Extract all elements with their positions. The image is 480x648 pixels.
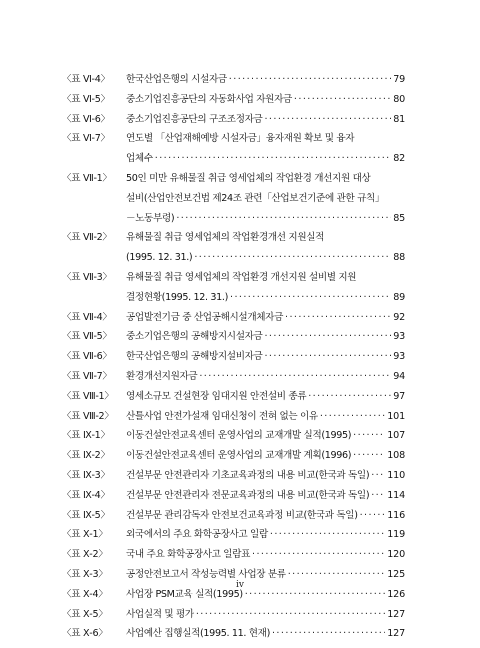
- table-label: 〈표 Ⅷ-2〉: [62, 410, 114, 422]
- table-label: 〈표 Ⅶ-6〉: [62, 351, 112, 363]
- page-ref: 85: [393, 212, 405, 224]
- dot-leader: [360, 510, 386, 521]
- toc-entry: [62, 589, 405, 609]
- dot-leader: [371, 490, 385, 501]
- page-ref: 126: [387, 588, 405, 600]
- page-ref: 93: [393, 351, 405, 363]
- table-label: 〈표 Ⅸ-1〉: [62, 430, 110, 442]
- dot-leader: [371, 470, 385, 481]
- page-ref: 116: [387, 509, 405, 521]
- toc-entry: [62, 114, 405, 134]
- table-label: 〈표 Ⅹ-4〉: [62, 588, 108, 600]
- table-label: 〈표 Ⅹ-3〉: [62, 568, 108, 580]
- page-ref: 80: [393, 93, 405, 105]
- table-label: 〈표 Ⅶ-4〉: [62, 311, 112, 323]
- table-title: 설비(산업안전보건법 제24조 관련「산업보건기준에 관한 규칙」: [126, 192, 385, 204]
- table-label: 〈표 Ⅹ-1〉: [62, 529, 108, 541]
- table-label: 〈표 Ⅹ-2〉: [62, 549, 108, 561]
- table-label: 〈표 Ⅶ-1〉: [62, 172, 112, 184]
- page-ref: 81: [393, 113, 405, 125]
- toc-entry-continuation: [62, 153, 405, 173]
- table-title: 사업실적 및 평가: [126, 608, 194, 620]
- page-ref: 127: [387, 608, 405, 620]
- table-label: 〈표 Ⅶ-5〉: [62, 331, 112, 343]
- toc-entry: [62, 490, 405, 510]
- toc-entry: [62, 133, 405, 153]
- toc-entry: [62, 94, 405, 114]
- table-title: 건설부문 관리감독자 안전보건교육과정 비교(한국과 독일): [126, 509, 358, 521]
- toc-entry-continuation: [62, 252, 405, 272]
- page-ref: 127: [387, 628, 405, 640]
- page-ref: 107: [387, 430, 405, 442]
- toc-entry: [62, 371, 405, 391]
- dot-leader: [199, 371, 391, 382]
- table-title: 결정현황(1995. 12. 31.): [126, 291, 228, 303]
- page-ref: 82: [393, 153, 405, 165]
- toc-entry: [62, 549, 405, 569]
- table-title: 건설부문 안전관리자 전문교육과정의 내용 비교(한국과 독일): [126, 489, 370, 501]
- dot-leader: [264, 114, 391, 125]
- toc-entry: [62, 609, 405, 629]
- toc-entry-continuation: [62, 292, 405, 312]
- page-number: iv: [236, 580, 244, 590]
- table-title: 유해물질 취급 영세업체의 작업환경개선 지원실적: [126, 232, 325, 244]
- table-title: 공업발전기금 중 산업공해시설개체자금: [126, 311, 283, 323]
- table-title: 공정안전보고서 작성능력별 사업장 분류: [126, 568, 286, 580]
- page-ref: 93: [393, 331, 405, 343]
- table-label: 〈표 Ⅶ-3〉: [62, 271, 112, 283]
- table-title: 영세소규모 건설현장 임대지원 안전설비 종류: [126, 390, 307, 402]
- dot-leader: [353, 430, 385, 441]
- toc-entry: [62, 391, 405, 411]
- page-ref: 110: [387, 469, 405, 481]
- toc-entry: [62, 173, 405, 193]
- toc-entry: [62, 628, 405, 648]
- dot-leader: [285, 312, 391, 323]
- table-title: 이동건설안전교육센터 운영사업의 교재개발 계획(1996): [126, 450, 352, 462]
- table-label: 〈표 Ⅹ-5〉: [62, 608, 108, 620]
- toc-entry: [62, 510, 405, 530]
- table-label: 〈표 Ⅸ-2〉: [62, 450, 110, 462]
- toc-entry-continuation: [62, 213, 405, 233]
- table-title: 이동건설안전교육센터 운영사업의 교재개발 실적(1995): [126, 430, 352, 442]
- table-title: 국내 주요 화학공장사고 일람표: [126, 549, 251, 561]
- toc-entry: [62, 411, 405, 431]
- page-ref: 88: [393, 252, 405, 264]
- page-ref: 79: [393, 74, 405, 85]
- page-ref: 120: [387, 549, 405, 561]
- toc-entry: [62, 331, 405, 351]
- table-label: 〈표 Ⅵ-6〉: [62, 113, 110, 125]
- toc-entry: [62, 430, 405, 450]
- toc-entry: [62, 351, 405, 371]
- table-title: 업체수: [126, 153, 153, 165]
- table-title: 50인 미만 유해물질 취급 영세업체의 작업환경 개선지원 대상: [126, 172, 371, 184]
- dot-leader: [320, 411, 385, 422]
- table-label: 〈표 Ⅵ-7〉: [62, 133, 110, 145]
- table-title: 중소기업진흥공단의 자동화사업 자원자금: [126, 93, 292, 105]
- table-label: 〈표 Ⅵ-5〉: [62, 93, 110, 105]
- dot-leader: [196, 609, 385, 620]
- page-ref: 101: [387, 410, 405, 422]
- page-ref: 89: [393, 291, 405, 303]
- table-label: 〈표 Ⅸ-5〉: [62, 509, 110, 521]
- table-title: 중소기업진흥공단의 구조조정자금: [126, 113, 263, 125]
- table-title: 사업장 PSM교육 실적(1995): [126, 588, 243, 600]
- page-ref: 114: [387, 489, 405, 501]
- table-label: 〈표 Ⅷ-1〉: [62, 390, 114, 402]
- dot-leader: [308, 391, 391, 402]
- page-ref: 119: [387, 529, 405, 541]
- table-title: (1995. 12. 31.): [126, 252, 193, 264]
- dot-leader: [288, 569, 386, 580]
- dot-leader: [245, 589, 386, 600]
- dot-leader: [353, 450, 385, 461]
- dot-leader: [264, 331, 391, 342]
- dot-leader: [194, 252, 391, 263]
- table-title: 유해물질 취급 영세업체의 작업환경 개선지원 설비별 지원: [126, 271, 357, 283]
- table-title: 외국에서의 주요 화학공장사고 일람: [126, 529, 268, 541]
- table-title: －노동부령): [126, 212, 175, 224]
- table-label: 〈표 Ⅹ-6〉: [62, 628, 108, 640]
- table-label: 〈표 Ⅸ-4〉: [62, 489, 110, 501]
- page-ref: 92: [393, 311, 405, 323]
- table-title: 환경개선지원자금: [126, 370, 198, 382]
- page-ref: 108: [387, 450, 405, 462]
- table-label: 〈표 Ⅶ-2〉: [62, 232, 112, 244]
- table-title: 한국산업은행의 시설자금: [126, 74, 227, 85]
- toc-entry-continuation: [62, 193, 405, 213]
- table-label: 〈표 Ⅶ-7〉: [62, 370, 112, 382]
- table-title: 건설부문 안전관리자 기초교육과정의 내용 비교(한국과 독일): [126, 469, 370, 481]
- table-title: 연도별 「산업재해예방 시설자금」융자재원 확보 및 융자: [126, 133, 355, 145]
- toc-entry: [62, 470, 405, 490]
- dot-leader: [294, 94, 391, 105]
- table-title: 한국산업은행의 공해방지설비자금: [126, 351, 263, 363]
- toc-entry: [62, 312, 405, 332]
- dot-leader: [272, 628, 385, 639]
- dot-leader: [252, 549, 385, 560]
- table-title: 산틀사업 안전가설재 임대신청이 전혀 없는 이유: [126, 410, 318, 422]
- toc-entry: [62, 272, 405, 292]
- table-title: 중소기업은행의 공해방지시설자금: [126, 331, 263, 343]
- dot-leader: [264, 351, 391, 362]
- page-ref: 125: [387, 568, 405, 580]
- dot-leader: [176, 213, 391, 224]
- toc-entry: [62, 450, 405, 470]
- dot-leader: [270, 529, 385, 540]
- table-label: 〈표 Ⅸ-3〉: [62, 469, 110, 481]
- dot-leader: [229, 74, 391, 85]
- table-title: 사업예산 집행실적(1995. 11. 현재): [126, 628, 270, 640]
- toc-entry: [62, 74, 405, 94]
- dot-leader: [230, 292, 391, 303]
- page-ref: 97: [393, 390, 405, 402]
- toc-entry: [62, 529, 405, 549]
- page-ref: 94: [393, 370, 405, 382]
- table-of-contents: [62, 74, 405, 648]
- toc-entry: [62, 232, 405, 252]
- table-label: 〈표 Ⅵ-4〉: [62, 74, 110, 85]
- dot-leader: [155, 153, 391, 164]
